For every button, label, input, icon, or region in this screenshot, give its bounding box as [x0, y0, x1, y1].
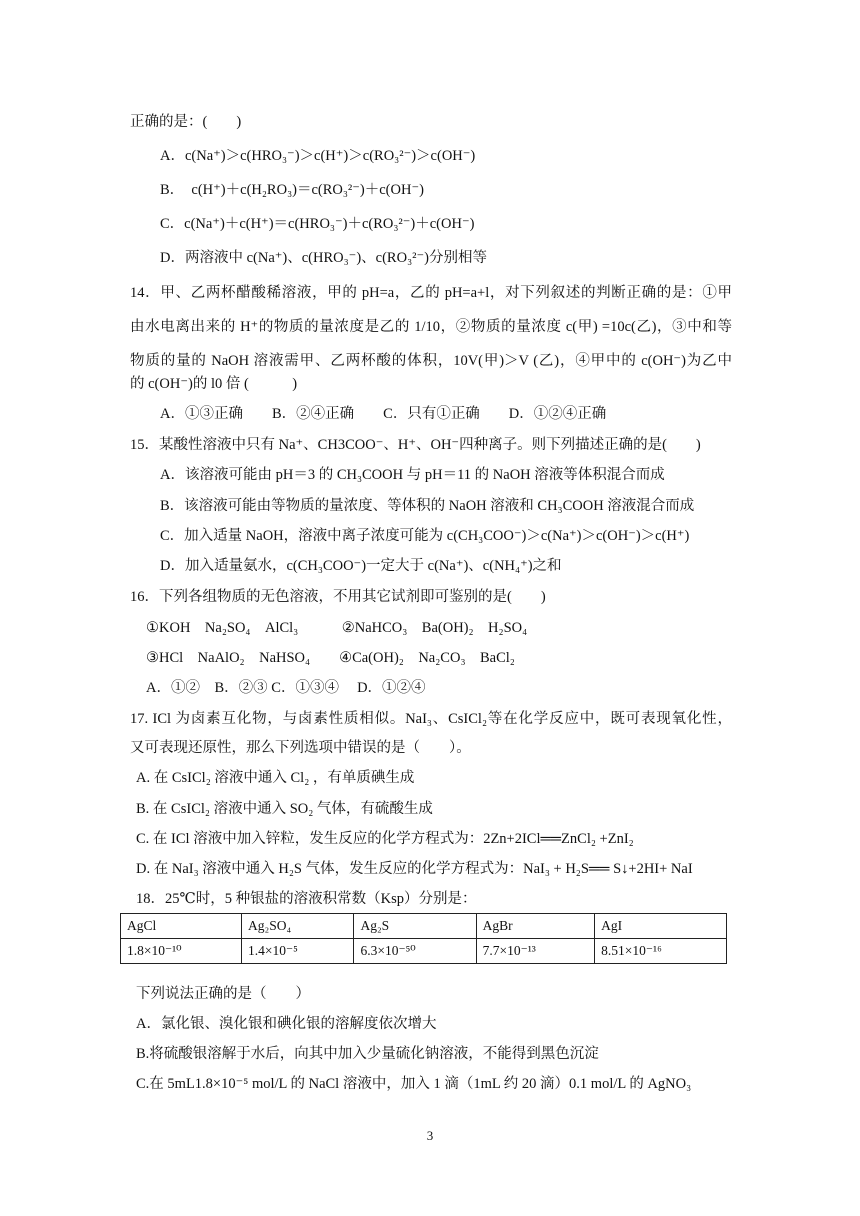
page-number: 3	[426, 1128, 434, 1143]
question-14-line: 物质的量的 NaOH 溶液需甲、乙两杯酸的体积，10V(甲)＞V (乙)，④甲中的 c(OH⁻)为乙中	[130, 353, 732, 369]
question-16-group: ①KOH Na₂SO₄ AlCl₃ ②NaHCO₃ Ba(OH)₂ H₂SO₄	[146, 620, 528, 636]
option-d: D．加入适量氨水，c(CH₃COO⁻)一定大于 c(Na⁺)、c(NH₄⁺)之和	[160, 558, 562, 574]
option-c: C.在 5mL1.8×10⁻⁵ mol/L 的 NaCl 溶液中，加入 1 滴（1mL 约 20 滴）0.1 mol/L 的 AgNO₃	[136, 1076, 692, 1092]
table-header-cell: AgCl	[121, 914, 242, 939]
text-line: 正确的是：( )	[130, 114, 242, 130]
question-16-options: A．①② B．②③ C．①③④ D．①②④	[146, 680, 426, 696]
table-cell: 1.4×10⁻⁵	[241, 939, 353, 964]
table-header-cell: AgBr	[476, 914, 595, 939]
option-b: B.将硫酸银溶解于水后，向其中加入少量硫化钠溶液，不能得到黑色沉淀	[136, 1046, 599, 1062]
question-14-options: A．①③正确 B．②④正确 C．只有①正确 D．①②④正确	[160, 406, 607, 422]
ksp-table	[120, 913, 727, 964]
question-15-stem: 15．某酸性溶液中只有 Na⁺、CH3COO⁻、H⁺、OH⁻四种离子。则下列描述正确的是( )	[130, 437, 701, 453]
question-18-stem: 18．25℃时，5 种银盐的溶液积常数（Ksp）分别是：	[136, 891, 477, 907]
question-14-line: 的 c(OH⁻)的 l0 倍 ( )	[130, 376, 298, 392]
table-header-cell: Ag₂SO₄	[241, 914, 353, 939]
option-c: C．加入适量 NaOH，溶液中离子浓度可能为 c(CH₃COO⁻)＞c(Na⁺)＞c(OH⁻)＞c(H⁺)	[160, 528, 690, 544]
option-b: B．该溶液可能由等物质的量浓度、等体积的 NaOH 溶液和 CH₃COOH 溶液混合而成	[160, 498, 695, 514]
question-16-stem: 16．下列各组物质的无色溶液，不用其它试剂即可鉴别的是( )	[130, 589, 546, 605]
option-d: D. 在 NaI₃ 溶液中通入 H₂S 气体，发生反应的化学方程式为：NaI₃ + H₂S══ S↓+2HI+ NaI	[136, 861, 693, 877]
option-a: A．c(Na⁺)＞c(HRO₃⁻)＞c(H⁺)＞c(RO₃²⁻)＞c(OH⁻)	[160, 148, 476, 164]
option-b: B． c(H⁺)＋c(H₂RO₃)＝c(RO₃²⁻)＋c(OH⁻)	[160, 182, 424, 198]
option-d: D．两溶液中 c(Na⁺)、c(HRO₃⁻)、c(RO₃²⁻)分别相等	[160, 250, 487, 266]
option-b: B. 在 CsICl₂ 溶液中通入 SO₂ 气体，有硫酸生成	[136, 801, 433, 817]
question-18-prompt: 下列说法正确的是（ ）	[136, 986, 310, 1002]
question-17-stem: 又可表现还原性，那么下列选项中错误的是（ ）。	[130, 740, 471, 756]
option-c: C. 在 ICl 溶液中加入锌粒，发生反应的化学方程式为：2Zn+2ICl══ZnCl₂ +ZnI₂	[136, 831, 634, 847]
option-c: C．c(Na⁺)＋c(H⁺)＝c(HRO₃⁻)＋c(RO₃²⁻)＋c(OH⁻)	[160, 216, 475, 232]
question-17-stem: 17. ICl 为卤素互化物，与卤素性质相似。NaI₃、CsICl₂等在化学反应中，既可表现氧化性，	[130, 711, 732, 727]
option-a: A．氯化银、溴化银和碘化银的溶解度依次增大	[136, 1016, 437, 1032]
option-a: A．该溶液可能由 pH＝3 的 CH₃COOH 与 pH＝11 的 NaOH 溶液等体积混合而成	[160, 467, 665, 483]
table-row	[121, 914, 727, 939]
table-header-cell: Ag₂S	[354, 914, 476, 939]
option-a: A. 在 CsICl₂ 溶液中通入 Cl₂ ，有单质碘生成	[136, 770, 415, 786]
table-cell: 7.7×10⁻¹³	[476, 939, 595, 964]
question-14-line: 14．甲、乙两杯醋酸稀溶液，甲的 pH=a，乙的 pH=a+l，对下列叙述的判断正确的是：①甲	[130, 285, 732, 301]
table-row	[121, 939, 727, 964]
question-16-group: ③HCl NaAlO₂ NaHSO₄ ④Ca(OH)₂ Na₂CO₃ BaCl₂	[146, 650, 515, 666]
table-cell: 8.51×10⁻¹⁶	[595, 939, 727, 964]
table-cell: 1.8×10⁻¹⁰	[121, 939, 242, 964]
question-14-line: 由水电离出来的 H⁺的物质的量浓度是乙的 1/10，②物质的量浓度 c(甲) =10c(乙)，③中和等	[130, 319, 732, 335]
table-cell: 6.3×10⁻⁵⁰	[354, 939, 476, 964]
table-header-cell: AgI	[595, 914, 727, 939]
